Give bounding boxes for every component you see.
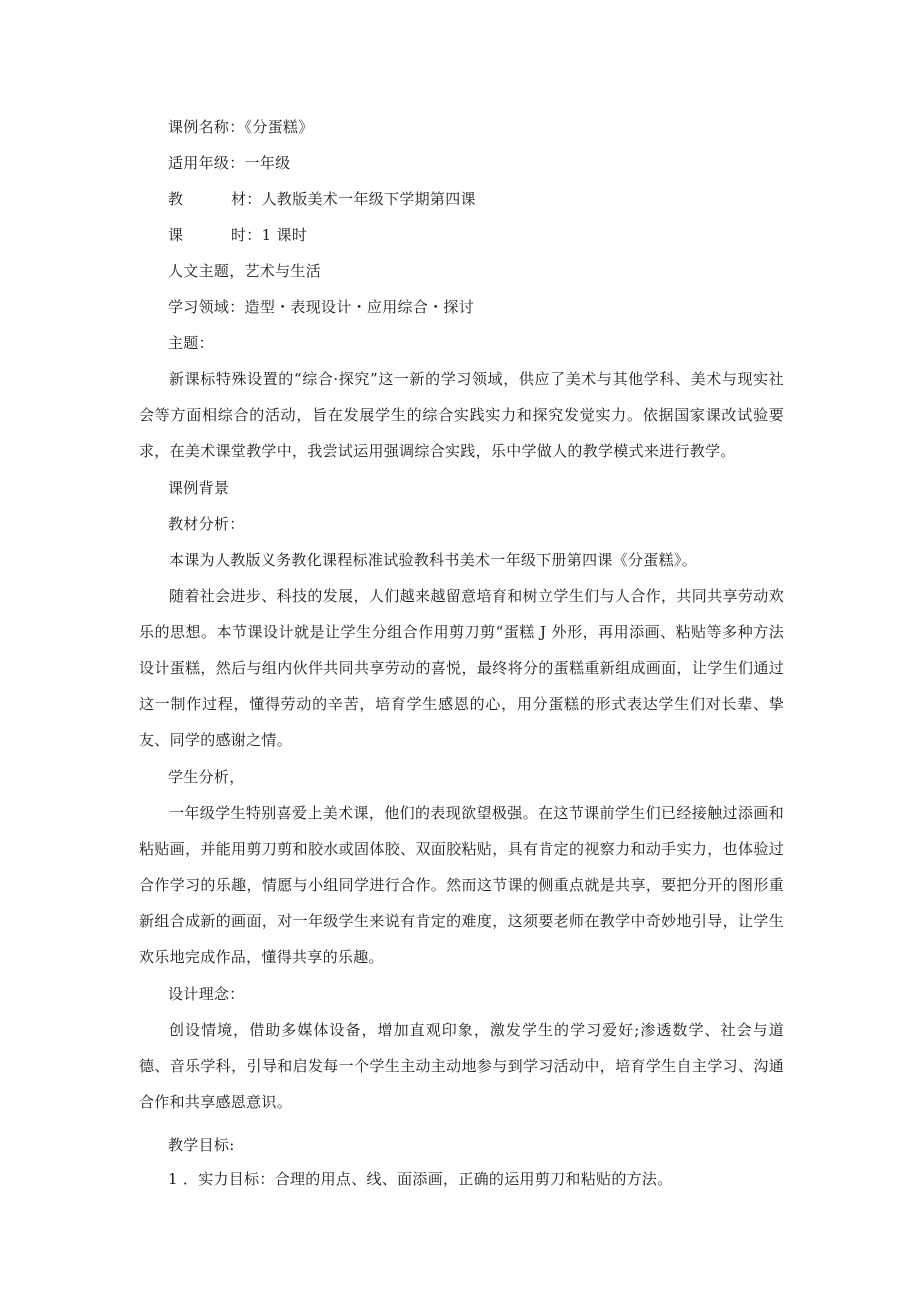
grade-value: 一年级 — [244, 154, 291, 172]
course-name-value: 《分蛋糕》 — [244, 118, 314, 136]
learning-field-label: 学习领域： — [168, 298, 245, 316]
background-heading: 课例背景 — [168, 479, 230, 497]
teaching-goal-1: 1 ．实力目标：合理的用点、线、面添画，正确的运用剪刀和粘贴的方法。 — [168, 1170, 673, 1188]
learning-field-line — [168, 297, 474, 317]
textbook-analysis-paragraph-1: 本课为人教版义务教化课程标准试验教科书美术一年级下册第四课《分蛋糕》。 — [169, 551, 698, 569]
textbook-label-b: 材： — [231, 190, 262, 208]
textbook-analysis-heading: 教材分析： — [168, 515, 245, 533]
hours-label-b: 时： — [231, 226, 262, 244]
humanities-theme-line: 人文主题，艺术与生活 — [168, 262, 322, 280]
textbook-label-a: 教 — [168, 190, 184, 208]
hours-value: 1 课时 — [261, 226, 308, 244]
teaching-goals-heading: 教学目标: — [168, 1136, 235, 1154]
student-analysis-paragraph: 一年级学生特别喜爱上美术课，他们的表现欲望极强。在这节课前学生们已经接触过添画和粘贴画，并能用剪刀剪和胶水或固体胶、双面胶粘贴，具有肯定的视察力和动手实力，也体验过合作学习的乐趣，情愿与小组同学进行合作。然而这节课的侧重点就是共享，要把分开的图形重新组合成新的画面，对一年级学生来说有肯定的难度，这须要老师在教学中奇妙地引导，让学生欢乐地完成作品，懂得共享的乐趣。 — [139, 804, 784, 966]
course-name-line — [168, 117, 314, 137]
learning-field-value: 造型・表现设计・应用综合・探讨 — [244, 298, 475, 316]
hours-line — [168, 225, 307, 245]
design-heading: 设计理念： — [168, 985, 245, 1003]
theme-label: 主题： — [168, 334, 214, 352]
grade-label: 适用年级： — [168, 154, 245, 172]
course-name-label: 课例名称： — [168, 118, 245, 136]
theme-paragraph: 新课标特殊设置的“综合·探究”这一新的学习领域，供应了美术与其他学科、美术与现实社会等方面相综合的活动，旨在发展学生的综合实践实力和探究发觉实力。依据国家课改试验要求，在美术课堂教学中，我尝试运用强调综合实践，乐中学做人的教学模式来进行教学。 — [139, 370, 784, 460]
textbook-line — [168, 189, 476, 209]
textbook-analysis-paragraph-2: 随着社会进步、科技的发展，人们越来越留意培育和树立学生们与人合作，共同共享劳动欢乐的思想。本节课设计就是让学生分组合作用剪刀剪“蛋糕 J 外形，再用添画、粘贴等多种方法设计蛋糕，然后与组内伙伴共同共享劳动的喜悦，最终将分的蛋糕重新组成画面，让学生们通过这一制作过程，懂得劳动的辛苦，培育学生感恩的心，用分蛋糕的形式表达学生们对长辈、挚友、同学的感谢之情。 — [139, 587, 784, 749]
student-analysis-heading: 学生分析， — [168, 768, 245, 786]
grade-line — [168, 153, 290, 173]
design-paragraph: 创设情境，借助多媒体设备，增加直观印象，激发学生的学习爱好;渗透数学、社会与道德、音乐学科，引导和启发每一个学生主动主动地参与到学习活动中，培育学生自主学习、沟通合作和共享感恩意识。 — [139, 1021, 784, 1111]
hours-label-a: 课 — [168, 226, 184, 244]
textbook-value: 人教版美术一年级下学期第四课 — [261, 190, 476, 208]
